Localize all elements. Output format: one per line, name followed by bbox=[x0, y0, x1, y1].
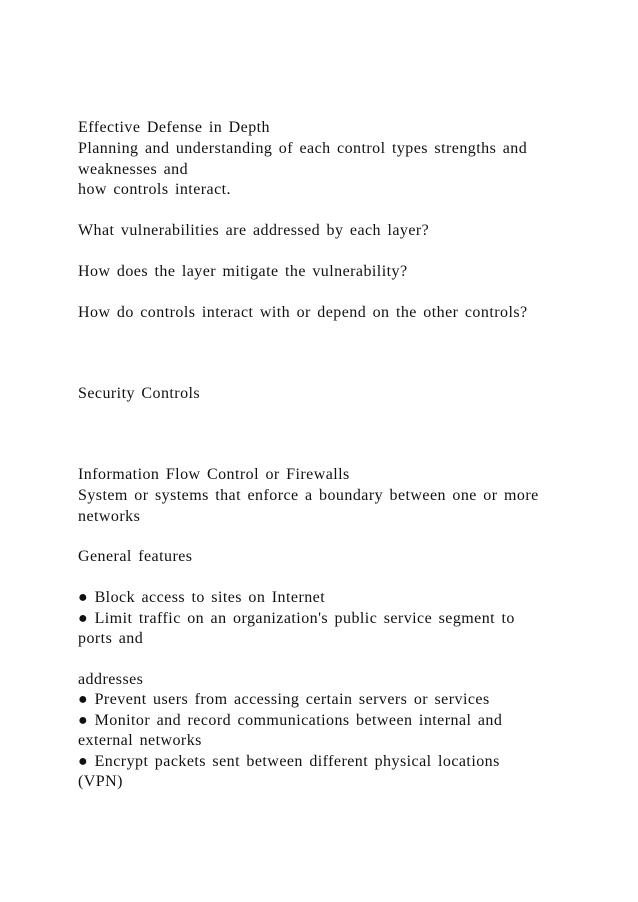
heading-security-controls: Security Controls bbox=[78, 385, 201, 402]
bullet-continuation: (VPN) bbox=[78, 773, 123, 790]
bullet-item: ● Limit traffic on an organization's public service segment to bbox=[78, 610, 515, 627]
bullet-continuation: external networks bbox=[78, 732, 202, 749]
heading-general-features: General features bbox=[78, 548, 193, 565]
paragraph-line: how controls interact. bbox=[78, 181, 231, 198]
bullet-item: ● Block access to sites on Internet bbox=[78, 589, 326, 606]
heading-effective-defense: Effective Defense in Depth bbox=[78, 119, 270, 136]
paragraph-line: Planning and understanding of each control types strengths and bbox=[78, 140, 528, 157]
bullet-item: ● Monitor and record communications between internal and bbox=[78, 712, 503, 729]
question-line: How does the layer mitigate the vulnerability? bbox=[78, 263, 408, 280]
paragraph-line: weaknesses and bbox=[78, 161, 189, 178]
bullet-item: ● Encrypt packets sent between different physical locations bbox=[78, 753, 500, 770]
bullet-item: ● Prevent users from accessing certain servers or services bbox=[78, 691, 490, 708]
heading-information-flow-control: Information Flow Control or Firewalls bbox=[78, 466, 350, 483]
bullet-continuation: addresses bbox=[78, 671, 144, 688]
paragraph-line: System or systems that enforce a boundary between one or more bbox=[78, 487, 539, 504]
bullet-continuation: ports and bbox=[78, 630, 144, 647]
paragraph-line: networks bbox=[78, 508, 141, 525]
question-line: What vulnerabilities are addressed by each layer? bbox=[78, 222, 430, 239]
question-line: How do controls interact with or depend on the other controls? bbox=[78, 304, 528, 321]
